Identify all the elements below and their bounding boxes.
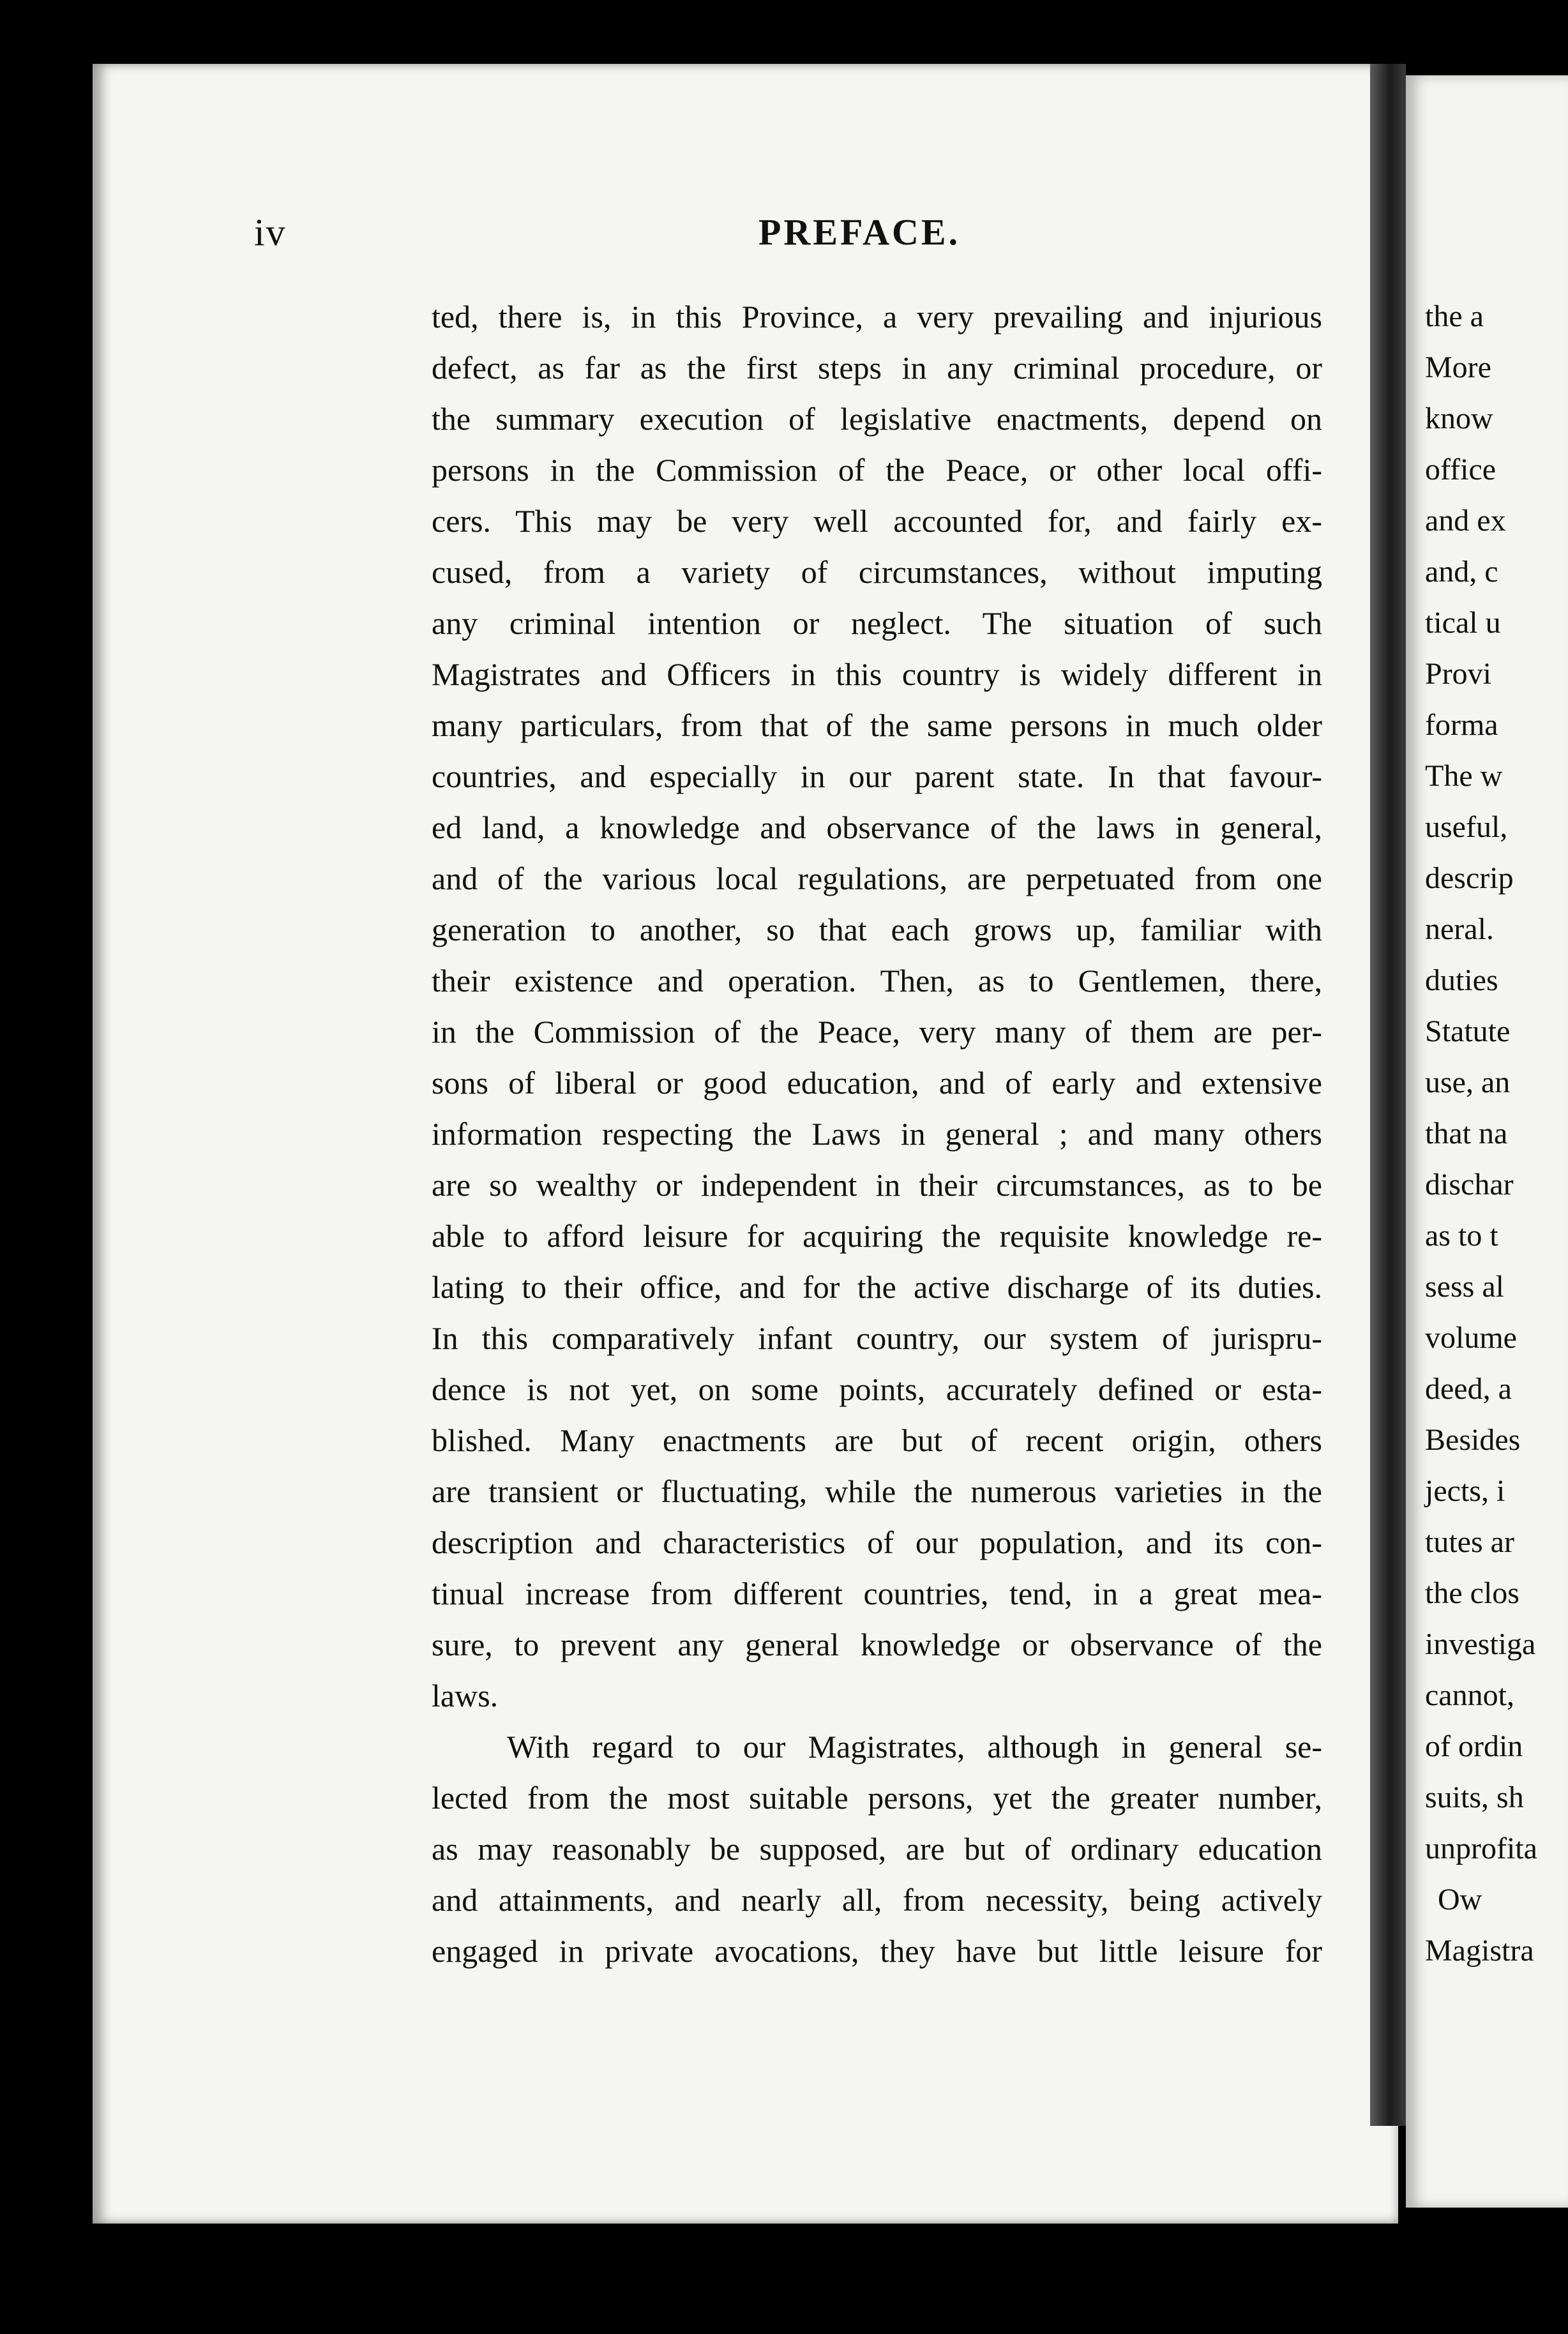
text-line: the summary execution of legislative enactments, depend on	[432, 401, 1322, 437]
text-line: are transient or fluctuating, while the numerous varieties in the	[432, 1473, 1322, 1509]
text-line: laws.	[432, 1678, 499, 1713]
text-line: as may reasonably be supposed, are but of ordinary education	[432, 1831, 1322, 1867]
text-line: the clos	[1425, 1576, 1519, 1610]
text-line: Magistra	[1425, 1934, 1534, 1968]
text-line: any criminal intention or neglect. The situation of such	[432, 605, 1322, 641]
text-line: In this comparatively infant country, our system of jurispru-	[432, 1320, 1322, 1356]
text-line: ed land, a knowledge and observance of the laws in general,	[432, 809, 1322, 845]
text-line: The w	[1425, 759, 1503, 793]
text-line: Statute	[1425, 1014, 1511, 1048]
text-line: and of the various local regulations, are perpetuated from one	[432, 861, 1322, 896]
text-line: unprofita	[1425, 1832, 1537, 1865]
text-line: description and characteristics of our population, and its con-	[432, 1525, 1322, 1560]
running-head: PREFACE.	[758, 211, 961, 253]
text-line: Magistrates and Officers in this country is widely different in	[432, 656, 1322, 692]
text-line: of ordin	[1425, 1729, 1523, 1763]
text-line: use, an	[1425, 1065, 1511, 1099]
text-line: blished. Many enactments are but of recent origin, others	[432, 1422, 1322, 1458]
text-line: the a	[1425, 299, 1484, 333]
text-line: Ow	[1438, 1883, 1482, 1916]
text-line: tical u	[1425, 606, 1501, 640]
text-line: are so wealthy or independent in their circumstances, as to be	[432, 1167, 1322, 1203]
text-line: persons in the Commission of the Peace, or other local offi-	[432, 452, 1322, 488]
text-line: that na	[1425, 1117, 1508, 1150]
text-line: lected from the most suitable persons, yet the greater number,	[432, 1780, 1322, 1816]
text-line: Provi	[1425, 657, 1492, 691]
text-line: sons of liberal or good education, and of early and extensive	[432, 1065, 1322, 1101]
text-line: able to afford leisure for acquiring the requisite knowledge re-	[432, 1218, 1322, 1254]
text-line: countries, and especially in our parent state. In that favour-	[432, 758, 1322, 794]
text-line: tutes ar	[1425, 1525, 1514, 1559]
text-line: cused, from a variety of circumstances, without imputing	[432, 554, 1322, 590]
text-line: generation to another, so that each grows up, familiar with	[432, 912, 1322, 947]
paragraph-2	[432, 1721, 1322, 1976]
text-line: neral.	[1425, 912, 1494, 946]
text-line: lating to their office, and for the active discharge of its duties.	[432, 1269, 1322, 1305]
text-line: tinual increase from different countries, tend, in a great mea-	[432, 1576, 1322, 1611]
book-gutter	[1370, 64, 1406, 2126]
text-line: investiga	[1425, 1627, 1536, 1661]
text-line: deed, a	[1425, 1372, 1512, 1406]
text-line: Besides	[1425, 1423, 1521, 1457]
text-line: jects, i	[1425, 1474, 1505, 1508]
page-number: iv	[254, 211, 287, 253]
text-line: many particulars, from that of the same persons in much older	[432, 707, 1322, 743]
text-line: duties	[1425, 963, 1498, 997]
text-line: useful,	[1425, 810, 1508, 844]
text-line: descrip	[1425, 861, 1514, 895]
text-line: cannot,	[1425, 1678, 1514, 1712]
text-line: dischar	[1425, 1168, 1514, 1201]
text-line: in the Commission of the Peace, very many of them are per-	[432, 1014, 1322, 1050]
text-line: and, c	[1425, 555, 1498, 589]
text-line: as to t	[1425, 1219, 1498, 1253]
text-line: their existence and operation. Then, as to Gentlemen, there,	[432, 963, 1322, 998]
body-text	[432, 291, 1322, 1976]
text-line: dence is not yet, on some points, accurately defined or esta-	[432, 1371, 1322, 1407]
text-line: sess al	[1425, 1270, 1504, 1304]
text-line: and ex	[1425, 504, 1506, 538]
text-line: sure, to prevent any general knowledge or observance of the	[432, 1627, 1322, 1662]
paragraph-1	[432, 291, 1322, 1721]
text-line: and attainments, and nearly all, from necessity, being actively	[432, 1882, 1322, 1918]
text-line: cers. This may be very well accounted for, and fairly ex-	[432, 503, 1322, 539]
text-line: know	[1425, 402, 1493, 435]
text-line: office	[1425, 453, 1496, 486]
text-line: More	[1425, 350, 1491, 384]
text-line: ted, there is, in this Province, a very prevailing and injurious	[432, 299, 1322, 335]
text-line: suits, sh	[1425, 1781, 1524, 1814]
text-line: volume	[1425, 1321, 1517, 1355]
text-line: With regard to our Magistrates, although in general se-	[507, 1729, 1322, 1765]
right-page-text-fragment	[1425, 291, 1568, 1976]
text-line: engaged in private avocations, they have but little leisure for	[432, 1933, 1322, 1969]
text-line: forma	[1425, 708, 1498, 742]
text-line: information respecting the Laws in general ; and many others	[432, 1116, 1322, 1152]
text-line: defect, as far as the first steps in any criminal procedure, or	[432, 350, 1322, 386]
